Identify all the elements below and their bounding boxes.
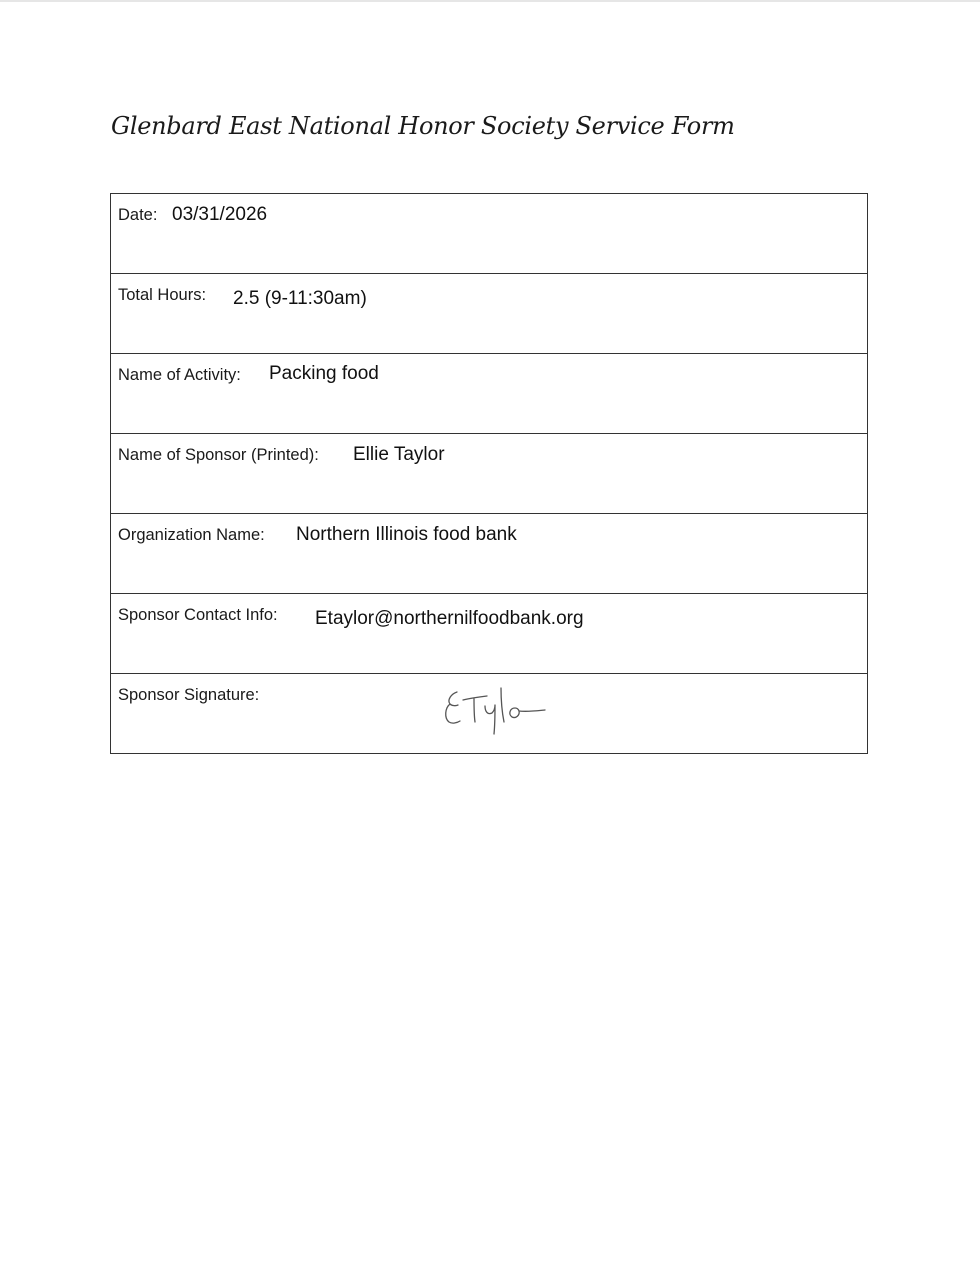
service-form-table bbox=[110, 193, 868, 754]
date-row bbox=[111, 194, 867, 274]
organization-name-value[interactable]: Northern Illinois food bank bbox=[296, 524, 517, 545]
sponsor-signature-row bbox=[111, 674, 867, 753]
total-hours-value[interactable]: 2.5 (9-11:30am) bbox=[233, 288, 367, 309]
form-title: Glenbard East National Honor Society Service Form bbox=[111, 112, 735, 140]
sponsor-signature-label: Sponsor Signature: bbox=[118, 686, 260, 704]
page-top-edge bbox=[0, 0, 980, 2]
activity-name-row bbox=[111, 354, 867, 434]
sponsor-contact-value[interactable]: Etaylor@northernilfoodbank.org bbox=[315, 608, 584, 629]
sponsor-name-label: Name of Sponsor (Printed): bbox=[118, 446, 319, 464]
sponsor-contact-row bbox=[111, 594, 867, 674]
date-value[interactable]: 03/31/2026 bbox=[172, 204, 268, 225]
sponsor-name-row bbox=[111, 434, 867, 514]
date-label: Date: bbox=[118, 206, 158, 224]
handwritten-signature bbox=[441, 682, 571, 752]
sponsor-name-value[interactable]: Ellie Taylor bbox=[353, 444, 445, 465]
activity-name-value[interactable]: Packing food bbox=[269, 363, 379, 384]
total-hours-row bbox=[111, 274, 867, 354]
organization-name-label: Organization Name: bbox=[118, 526, 265, 544]
activity-name-label: Name of Activity: bbox=[118, 366, 241, 384]
organization-name-row bbox=[111, 514, 867, 594]
total-hours-label: Total Hours: bbox=[118, 286, 207, 304]
sponsor-contact-label: Sponsor Contact Info: bbox=[118, 606, 278, 624]
